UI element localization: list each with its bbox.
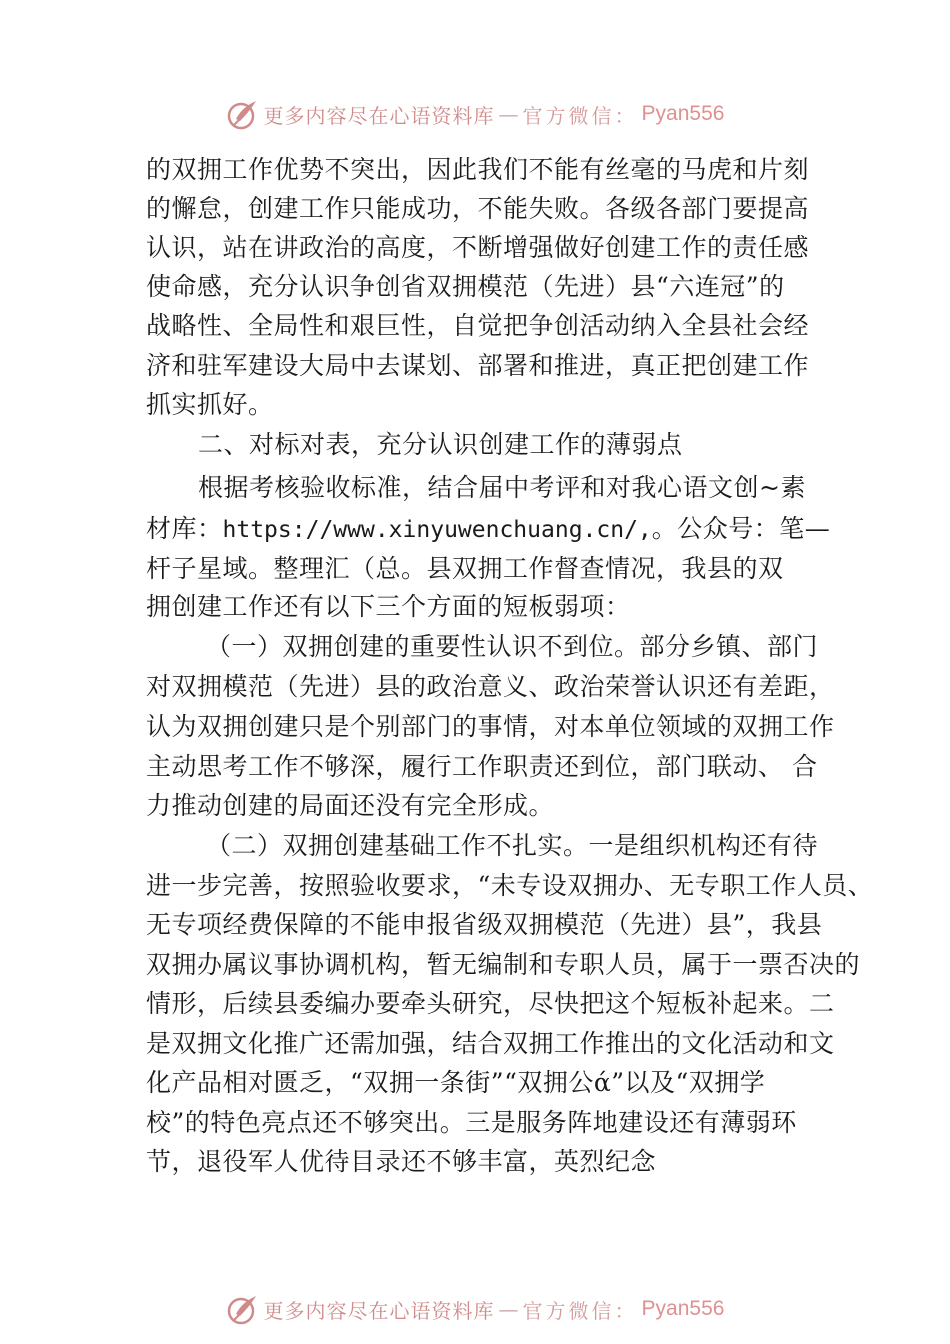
section-heading: 二、对标对表，充分认识创建工作的薄弱点 [198, 430, 683, 459]
text-line: 双拥办属议事协调机构，暂无编制和专职人员，属于一票否决的 [146, 950, 861, 979]
text-line [146, 509, 830, 549]
text-line: 战略性、全局性和艰巨性，自觉把争创活动纳入全县社会经 [146, 311, 810, 340]
text-line: 校”的特色亮点还不够突出。三是服务阵地建设还有薄弱环 [146, 1108, 797, 1137]
quill-logo-icon [226, 97, 260, 131]
text-line: 拥创建工作还有以下三个方面的短板弱项： [146, 592, 631, 621]
text-line: 的懈怠，创建工作只能成功，不能失败。各级各部门要提高 [146, 194, 810, 223]
watermark-label: 官方微信： [522, 103, 638, 128]
watermark-separator: — [498, 1297, 519, 1321]
text-line: 主动思考工作不够深，履行工作职责还到位，部门联动、 合 [146, 752, 818, 781]
text-fragment: 。公众号：笔— [651, 514, 831, 543]
watermark-wechat-id: Pyan556 [641, 1297, 725, 1320]
text-line: 认识，站在讲政治的高度，不断增强做好创建工作的责任感 [146, 233, 810, 262]
header-watermark [0, 94, 950, 134]
url-text: https://www.xinyuwenchuang.cn/, [222, 517, 652, 543]
text-line: 根据考核验收标准，结合届中考评和对我心语文创~素 [198, 473, 806, 502]
watermark-wechat-id: Pyan556 [641, 102, 725, 125]
text-line: 抓实抓好。 [146, 390, 274, 419]
text-line: 情形，后续县委编办要牵头研究，尽快把这个短板补起来。二 [146, 989, 835, 1018]
subsection-heading: （一）双拥创建的重要性认识不到位。部分乡镇、部门 [206, 632, 819, 661]
text-line: 化产品相对匮乏，“双拥一条街”“双拥公ά”以及“双拥学 [146, 1068, 766, 1097]
quill-logo-icon [226, 1292, 260, 1326]
text-line: 认为双拥创建只是个别部门的事情，对本单位领域的双拥工作 [146, 712, 835, 741]
subsection-heading: （二）双拥创建基础工作不扎实。一是组织机构还有待 [206, 831, 819, 860]
text-line: 是双拥文化推广还需加强，结合双拥工作推出的文化活动和文 [146, 1029, 835, 1058]
text-line: 使命感，充分认识争创省双拥模范（先进）县“六连冠”的 [146, 272, 785, 301]
text-line: 节，退役军人优待目录还不够丰富，英烈纪念 [146, 1147, 657, 1176]
text-line: 杆子星域。整理汇（总。县双拥工作督查情况，我县的双 [146, 554, 784, 583]
watermark-text: 更多内容尽在心语资料库 [263, 1298, 495, 1323]
footer-watermark [0, 1289, 950, 1329]
watermark-label: 官方微信： [522, 1298, 638, 1323]
watermark-text: 更多内容尽在心语资料库 [263, 103, 495, 128]
watermark-separator: — [498, 102, 519, 126]
text-fragment: 材库： [146, 514, 223, 543]
text-line: 的双拥工作优势不突出，因此我们不能有丝毫的马虎和片刻 [146, 155, 810, 184]
text-line: 无专项经费保障的不能申报省级双拥模范（先进）县”，我县 [146, 910, 823, 939]
text-line: 对双拥模范（先进）县的政治意义、政治荣誉认识还有差距， [146, 672, 835, 701]
text-line: 进一步完善，按照验收要求，“未专设双拥办、无专职工作人员、 [146, 871, 874, 900]
text-line: 力推动创建的局面还没有完全形成。 [146, 791, 555, 820]
text-line: 济和驻军建设大局中去谋划、部署和推进，真正把创建工作 [146, 351, 810, 380]
